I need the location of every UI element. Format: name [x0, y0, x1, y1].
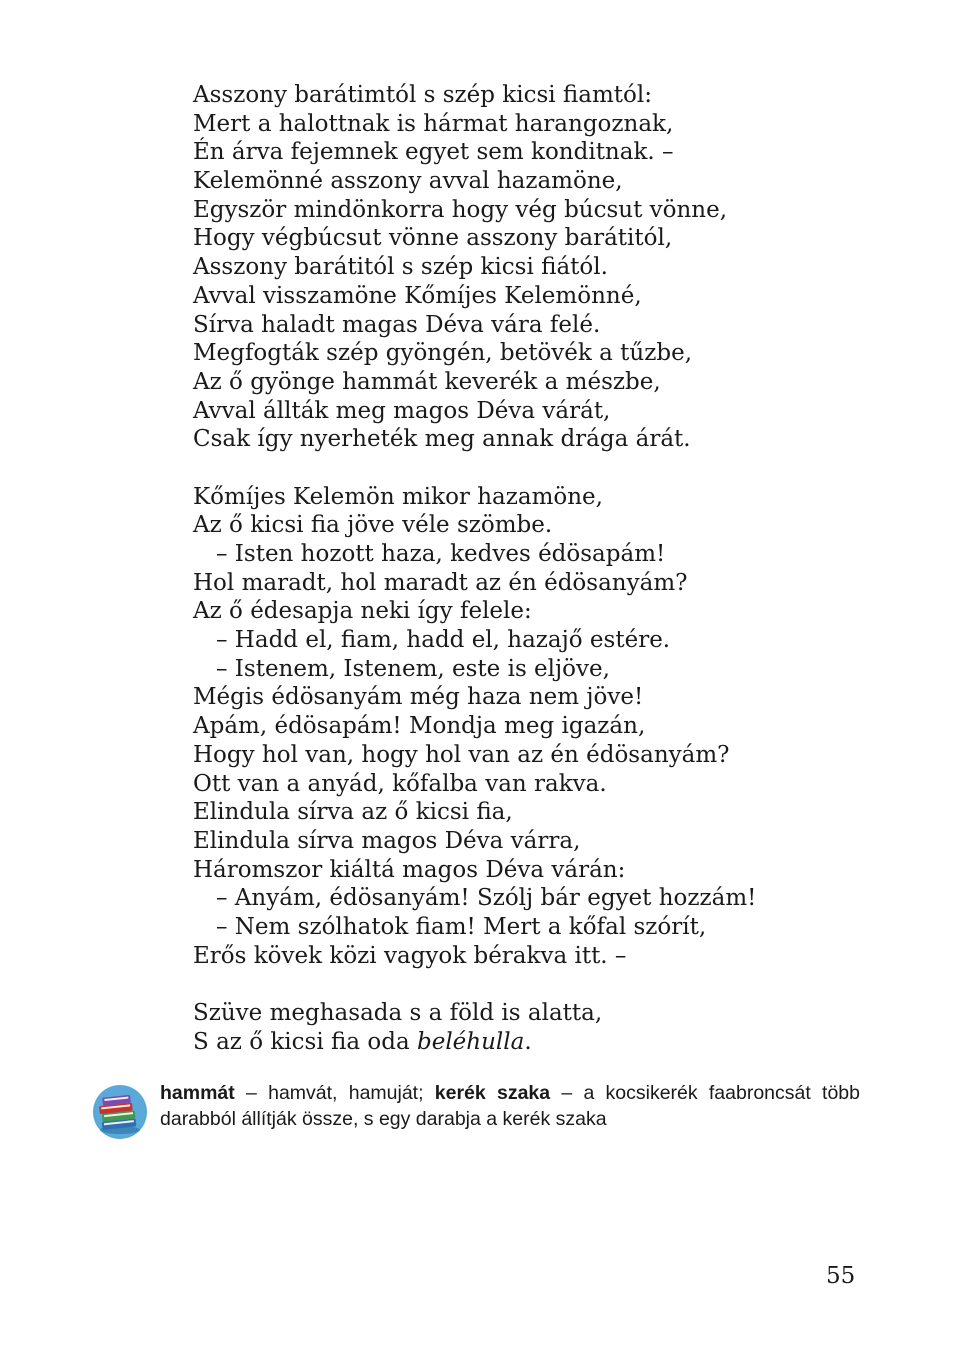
poem-line: Erős kövek közi vagyok bérakva itt. – — [193, 942, 627, 969]
poem-line: Megfogták szép gyöngén, betövék a tűzbe, — [193, 340, 693, 367]
poem-line: Avval visszamöne Kőmíjes Kelemönné, — [193, 282, 642, 309]
poem-line: Én árva fejemnek egyet sem konditnak. – — [193, 139, 674, 166]
poem-line: Az ő kicsi fia jöve véle szömbe. — [193, 512, 553, 539]
poem-line-last — [193, 1028, 833, 1057]
poem-line-dialogue: – Anyám, édösanyám! Szólj bár egyet hozzám! — [216, 885, 757, 912]
poem-line: Asszony barátitól s szép kicsi fiától. — [193, 254, 608, 281]
poem-line: Elindula sírva az ő kicsi fia, — [193, 799, 513, 826]
poem-line: Kelemönné asszony avval hazamöne, — [193, 168, 623, 195]
poem-line: Kőmíjes Kelemön mikor hazamöne, — [193, 483, 603, 510]
stanza-3 — [193, 999, 833, 1056]
poem-line: Mert a halottnak is hármat harangoznak, — [193, 110, 674, 137]
page-number: 55 — [826, 1263, 856, 1289]
poem-line: Az ő gyönge hammát keverék a mészbe, — [193, 368, 661, 395]
poem-line-dialogue: – Nem szólhatok fiam! Mert a kőfal szórít, — [216, 913, 707, 940]
gloss-definition: – a kocsikerék faabroncsát több darabból állítják össze, s egy darabja a kerék szaka — [160, 1082, 860, 1130]
books-icon — [92, 1084, 148, 1140]
poem-line: Ott van a anyád, kőfalba van rakva. — [193, 770, 607, 797]
poem-line: Csak így nyerheték meg annak drága árát. — [193, 426, 691, 453]
poem-line: Hogy hol van, hogy hol van az én édösanyám? — [193, 741, 730, 768]
poem-line: Hogy végbúcsut vönne asszony barátitól, — [193, 225, 673, 252]
gloss-term: kerék szaka — [434, 1082, 551, 1104]
italic-word: beléhulla — [416, 1028, 525, 1055]
poem-line-dialogue: – Hadd el, fiam, hadd el, hazajő estére. — [216, 627, 671, 654]
stanza-1 — [193, 81, 833, 454]
poem-line: Apám, édösapám! Mondja meg igazán, — [193, 713, 646, 740]
poem-line: Az ő édesapja neki így felele: — [193, 598, 532, 625]
poem-line: Sírva haladt magas Déva vára felé. — [193, 311, 601, 338]
poem-line: Avval állták meg magos Déva várát, — [193, 397, 611, 424]
poem — [193, 81, 833, 1085]
poem-line: Szüve meghasada s a föld is alatta, — [193, 1000, 603, 1026]
stanza-2 — [193, 483, 833, 971]
poem-line: Asszony barátimtól s szép kicsi fiamtól: — [193, 82, 652, 108]
poem-line: Mégis édösanyám még haza nem jöve! — [193, 684, 644, 711]
poem-line: Egyször mindönkorra hogy vég búcsut vönne, — [193, 196, 728, 223]
poem-line-dialogue: – Isten hozott haza, kedves édösapám! — [216, 541, 666, 567]
glossary-text — [160, 1080, 860, 1132]
gloss-term: hammát — [160, 1082, 235, 1104]
gloss-definition: – hamvát, hamuját; — [234, 1082, 435, 1104]
poem-line: Hol maradt, hol maradt az én édösanyám? — [193, 569, 688, 596]
poem-line-text: S az ő kicsi fia oda — [193, 1028, 417, 1055]
poem-line-end: . — [524, 1028, 532, 1055]
poem-line-dialogue: – Istenem, Istenem, este is eljöve, — [216, 655, 610, 682]
poem-line: Elindula sírva magos Déva várra, — [193, 827, 581, 854]
poem-line: Háromszor kiáltá magos Déva várán: — [193, 856, 626, 883]
